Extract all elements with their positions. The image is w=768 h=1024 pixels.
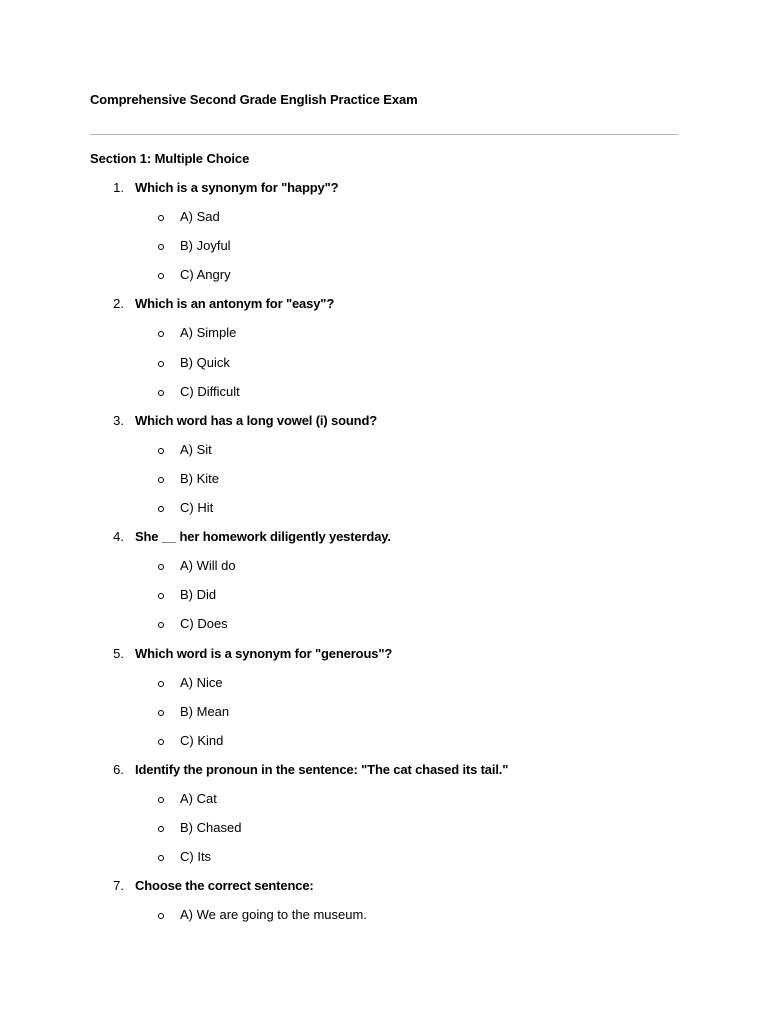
question-row (0, 754, 768, 783)
question-text: Identify the pronoun in the sentence: "The cat chased its tail." (135, 761, 509, 777)
hollow-circle-bullet-icon (158, 710, 164, 716)
answer-option (0, 579, 768, 608)
answer-option-text: A) Cat (180, 790, 217, 806)
answer-option-text: C) Does (180, 616, 228, 632)
question-item (0, 172, 768, 288)
question-text: Which is an antonym for "easy"? (135, 296, 335, 312)
answer-option (0, 696, 768, 725)
hollow-circle-bullet-icon (158, 448, 164, 454)
answer-option (0, 841, 768, 870)
answer-option-text: A) Nice (180, 674, 223, 690)
answer-option (0, 492, 768, 521)
hollow-circle-bullet-icon (158, 913, 164, 919)
hollow-circle-bullet-icon (158, 564, 164, 570)
answer-option-text: C) Kind (180, 732, 224, 748)
answer-option (0, 347, 768, 376)
answer-option (0, 783, 768, 812)
hollow-circle-bullet-icon (158, 390, 164, 396)
question-number: 4. (113, 529, 124, 545)
answer-option-text: B) Kite (180, 470, 220, 486)
answer-option-text: B) Joyful (180, 238, 231, 254)
question-item (0, 405, 768, 521)
answer-option-text: A) We are going to the museum. (180, 907, 367, 923)
hollow-circle-bullet-icon (158, 477, 164, 483)
answer-option (0, 550, 768, 579)
question-number: 3. (113, 412, 124, 428)
question-item (0, 638, 768, 754)
answer-option-text: B) Chased (180, 820, 242, 836)
question-row (0, 405, 768, 434)
question-number: 1. (113, 180, 124, 195)
question-item (0, 521, 768, 637)
question-item (0, 870, 768, 928)
answer-option (0, 259, 768, 288)
hollow-circle-bullet-icon (158, 826, 164, 832)
answer-option (0, 899, 768, 928)
hollow-circle-bullet-icon (158, 331, 164, 337)
answer-option (0, 434, 768, 463)
question-row (0, 521, 768, 550)
hollow-circle-bullet-icon (158, 244, 164, 250)
hollow-circle-bullet-icon (158, 855, 164, 861)
hollow-circle-bullet-icon (158, 593, 164, 599)
answer-option (0, 667, 768, 696)
section-heading: Section 1: Multiple Choice (90, 151, 250, 166)
question-item (0, 754, 768, 870)
hollow-circle-bullet-icon (158, 797, 164, 803)
question-text: Which word has a long vowel (i) sound? (135, 412, 378, 428)
question-row (0, 870, 768, 899)
answer-option-text: C) Angry (180, 267, 231, 283)
answer-option-text: C) Difficult (180, 383, 240, 399)
question-text: Choose the correct sentence: (135, 878, 314, 894)
document-title: Comprehensive Second Grade English Practice Exam (90, 92, 418, 107)
question-text: She __ her homework diligently yesterday. (135, 529, 391, 545)
hollow-circle-bullet-icon (158, 273, 164, 279)
answer-option-text: B) Mean (180, 703, 230, 719)
question-number: 6. (113, 761, 124, 777)
answer-option-text: A) Sit (180, 441, 212, 457)
answer-option-text: C) Its (180, 849, 212, 865)
question-number: 2. (113, 296, 124, 312)
answer-option (0, 230, 768, 259)
hollow-circle-bullet-icon (158, 622, 164, 628)
question-row (0, 288, 768, 317)
answer-option-text: A) Simple (180, 325, 237, 341)
question-item (0, 288, 768, 404)
answer-option-text: A) Sad (180, 209, 220, 225)
hollow-circle-bullet-icon (158, 739, 164, 745)
answer-option (0, 608, 768, 637)
question-row (0, 638, 768, 667)
hollow-circle-bullet-icon (158, 361, 164, 367)
horizontal-divider (90, 134, 678, 135)
question-text: Which is a synonym for "happy"? (135, 180, 339, 195)
answer-option (0, 376, 768, 405)
answer-option (0, 725, 768, 754)
answer-option-text: A) Will do (180, 558, 236, 574)
hollow-circle-bullet-icon (158, 506, 164, 512)
question-list (0, 172, 768, 928)
answer-option-text: B) Did (180, 587, 217, 603)
question-row (0, 172, 768, 201)
question-number: 5. (113, 645, 124, 661)
hollow-circle-bullet-icon (158, 681, 164, 687)
answer-option (0, 812, 768, 841)
hollow-circle-bullet-icon (158, 215, 164, 221)
answer-option (0, 317, 768, 346)
question-text: Which word is a synonym for "generous"? (135, 645, 393, 661)
answer-option-text: C) Hit (180, 500, 214, 516)
answer-option (0, 201, 768, 230)
answer-option (0, 463, 768, 492)
answer-option-text: B) Quick (180, 354, 230, 370)
question-number: 7. (113, 878, 124, 894)
